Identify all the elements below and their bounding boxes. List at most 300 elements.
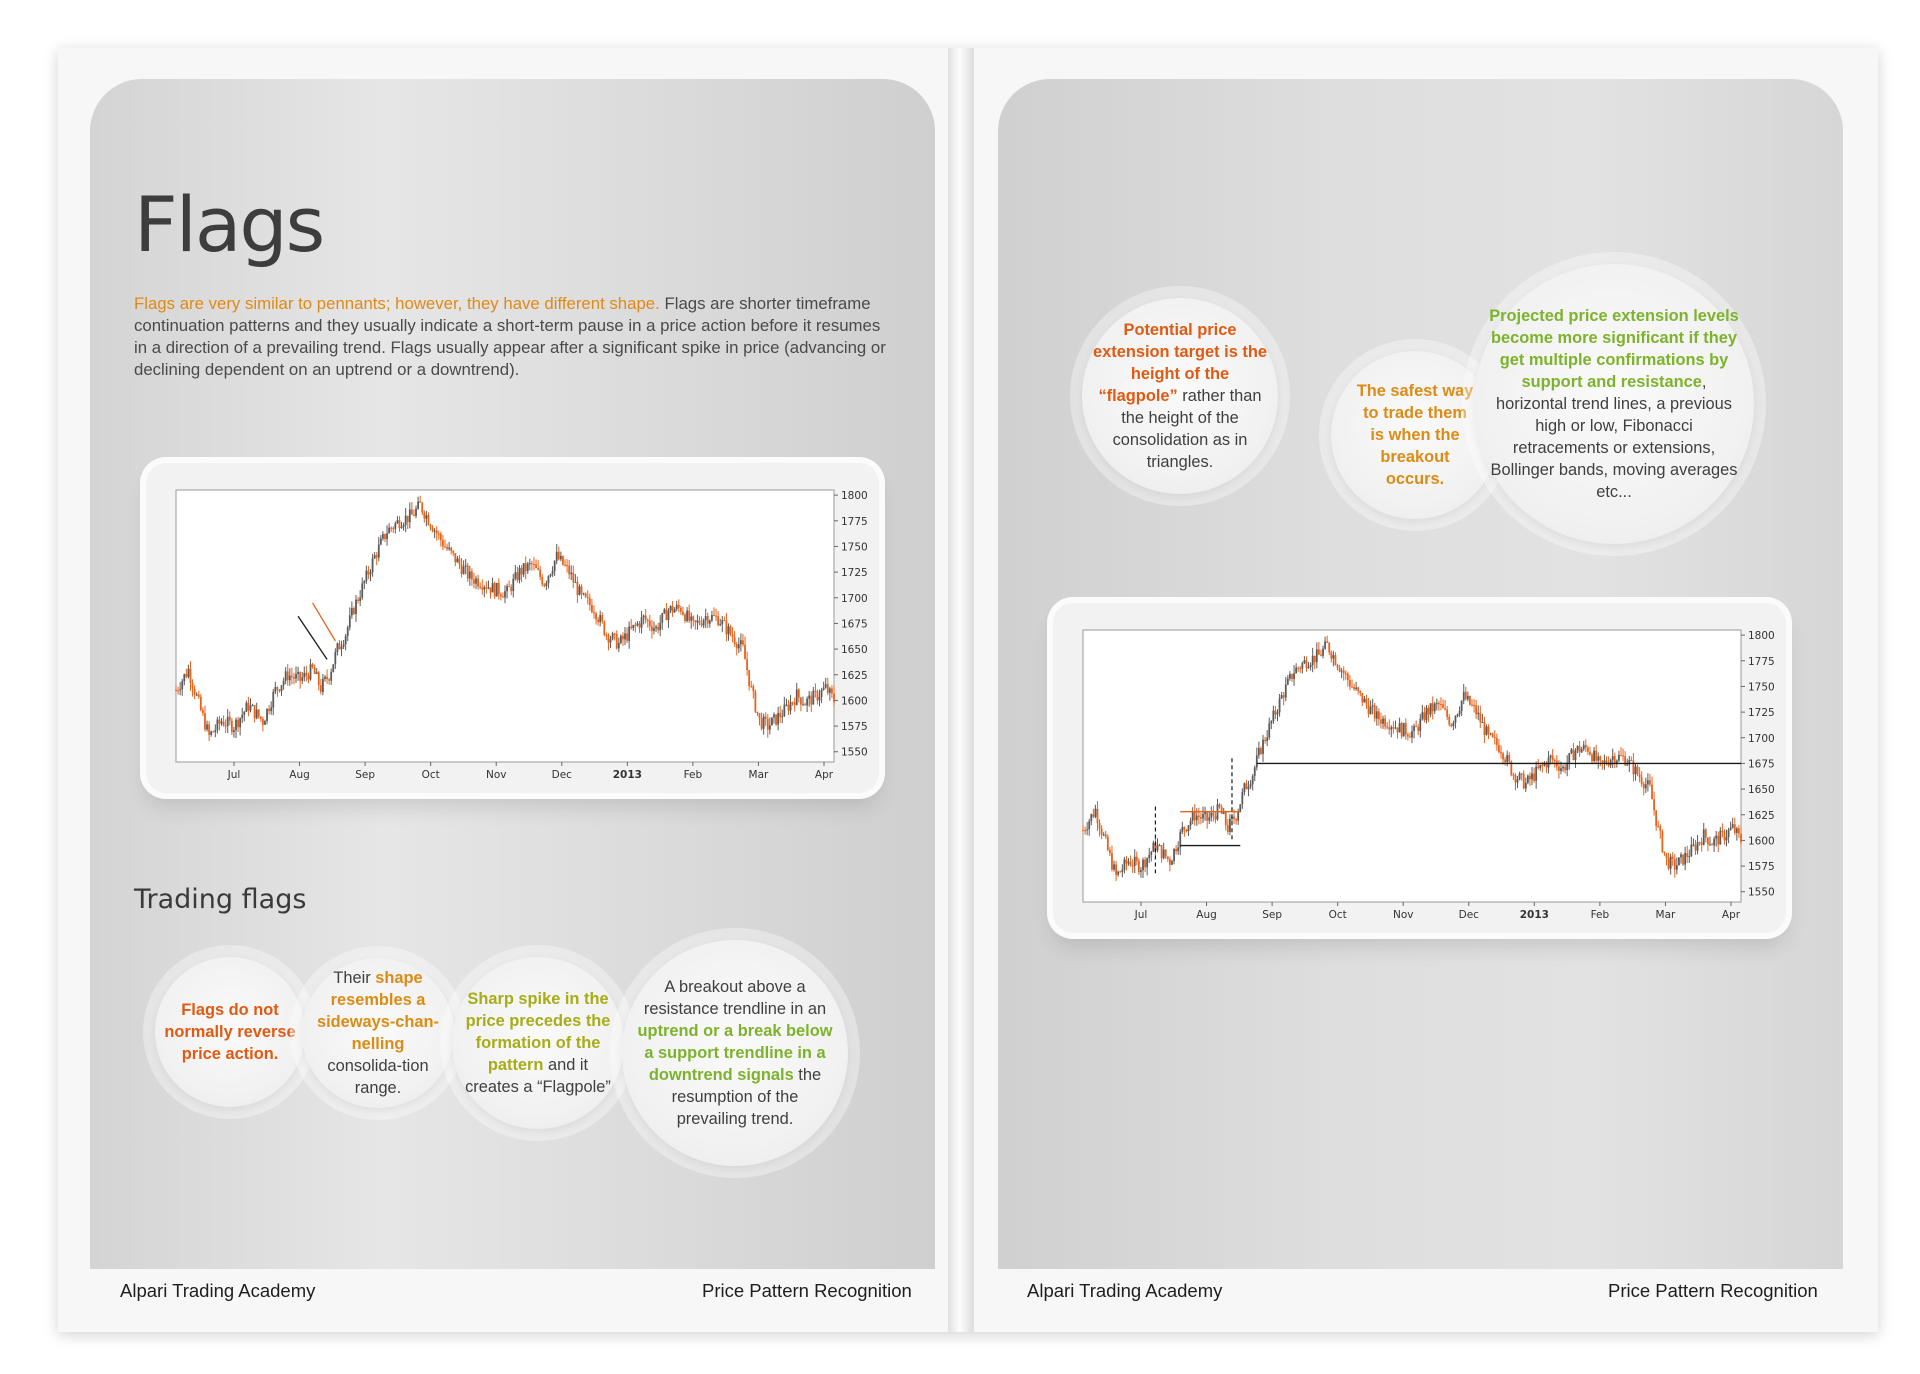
candle-body [761,718,763,729]
candle-body [1409,737,1411,738]
candle-body [283,681,285,686]
candle-body [825,684,827,687]
bubble-shape [302,958,454,1108]
candle-body [1732,824,1734,827]
candle-body [581,587,583,594]
candle-body [380,539,382,545]
candle-body [742,640,744,644]
candle-body [808,696,810,699]
candle-body [1163,850,1165,859]
candle-body [1459,711,1461,714]
flag-chart-right [1053,603,1786,933]
candle-body [699,621,701,624]
candle-body [1434,704,1436,712]
candle-body [1136,857,1138,861]
candle-body [1707,838,1709,845]
candle-body [459,559,461,565]
candle-body [624,634,626,640]
bubble-flagpole-t1: Sharp spike in the price precedes the formation of the pattern [465,990,611,1074]
candle-body [1678,857,1680,865]
y-tick-label: 1550 [1748,886,1775,899]
candle-body [1496,738,1498,745]
candle-body [1593,751,1595,761]
candle-body [384,534,386,539]
candle-body [475,579,477,584]
candle-body [1492,733,1494,736]
candle-body [372,558,374,572]
candle-body [1684,853,1686,865]
candle-body [726,621,728,635]
candle-body [328,679,330,680]
candle-body [1345,673,1347,674]
candle-body [1686,853,1688,857]
candle-body [614,633,616,634]
x-tick-label: Aug [289,769,310,781]
candle-body [305,673,307,676]
candle-body [765,717,767,719]
candle-body [190,669,192,683]
candle-body [1121,870,1123,872]
candle-body [1378,711,1380,719]
candle-body [763,717,765,729]
y-tick-label: 1675 [1748,758,1775,771]
candle-body [1419,719,1421,731]
candle-body [736,644,738,648]
candle-body [1109,850,1111,853]
bubble-shape-t3: consolida-tion range. [327,1057,429,1097]
candle-body [444,547,446,548]
candle-body [620,636,622,643]
candle-body [223,722,225,726]
candle-body [1428,708,1430,715]
candle-body [1515,775,1517,782]
candle-body [181,681,183,689]
y-tick-label: 1625 [1748,809,1775,822]
candle-body [738,644,740,648]
candle-body [1471,705,1473,706]
y-tick-label: 1700 [1748,732,1775,745]
candle-body [1169,859,1171,865]
candle-body [1090,814,1092,821]
candle-body [500,595,502,597]
candle-body [1494,737,1496,738]
candle-body [757,712,759,713]
candle-body [1672,857,1674,859]
candle-body [1322,649,1324,656]
candle-body [1368,704,1370,713]
candle-body [1376,711,1378,718]
candle-body [1165,850,1167,857]
candle-body [1382,719,1384,724]
candle-body [1630,760,1632,761]
candle-body [1105,835,1107,837]
candle-body [626,634,628,641]
candle-body [264,721,266,725]
candle-body [233,730,235,732]
candle-body [1531,774,1533,780]
candle-body [717,616,719,625]
candle-body [1123,860,1125,870]
candle-body [754,691,756,712]
candle-body [752,686,754,691]
candle-body [829,688,831,692]
candle-body [1587,748,1589,752]
candle-body [488,587,490,588]
candle-body [1266,738,1268,741]
candle-body [1272,711,1274,722]
candle-body [1589,752,1591,755]
candle-body [1612,756,1614,760]
candle-body [1682,854,1684,864]
candle-body [436,531,438,534]
candle-body [574,582,576,583]
candle-body [593,612,595,613]
candle-body [525,563,527,571]
candle-body [1355,688,1357,690]
candle-body [579,587,581,595]
candle-body [1637,766,1639,774]
candle-body [1281,695,1283,698]
x-tick-label: Oct [421,769,440,781]
candle-body [1142,860,1144,870]
candle-body [1450,725,1452,727]
candle-body [1397,727,1399,732]
candle-body [281,685,283,691]
candle-body [256,710,258,719]
candle-body [1583,745,1585,749]
candle-body [1202,814,1204,818]
candle-body [231,721,233,732]
candle-body [1289,674,1291,679]
candle-body [537,568,539,569]
bubble-shape-t1: Their [333,969,376,987]
candle-body [1533,774,1535,781]
candle-body [1320,655,1322,656]
candle-body [1481,722,1483,723]
candle-body [1535,767,1537,781]
y-tick-label: 1550 [841,746,868,759]
candle-body [235,720,237,730]
x-tick-label: Dec [1458,909,1479,921]
candle-body [1415,726,1417,727]
candle-body [1740,834,1742,843]
candle-body [792,702,794,703]
candle-body [1173,849,1175,861]
x-tick-label: Sep [355,769,376,781]
candle-body [390,528,392,529]
candle-body [622,636,624,640]
y-tick-label: 1650 [841,644,868,657]
candle-body [225,726,227,727]
candle-body [1440,704,1442,705]
candle-body [274,687,276,692]
candle-body [1353,687,1355,689]
candle-body [368,571,370,575]
footer-right-section: Price Pattern Recognition [1608,1280,1818,1301]
candle-body [1221,807,1223,814]
candle-body [347,627,349,636]
candle-body [1146,858,1148,867]
y-tick-label: 1650 [1748,784,1775,797]
candle-body [1258,748,1260,755]
candle-body [1597,756,1599,760]
x-tick-label: Feb [1590,909,1610,921]
candle-body [423,512,425,518]
candle-body [1328,643,1330,653]
candle-body [1250,784,1252,786]
candle-body [605,635,607,636]
candle-body [428,515,430,525]
candle-body [1395,727,1397,728]
candle-body [1119,872,1121,873]
candle-body [1713,839,1715,846]
candle-body [674,609,676,612]
candle-body [1469,696,1471,705]
candle-body [1186,830,1188,831]
candle-body [1426,708,1428,720]
candle-body [252,705,254,706]
candle-body [279,690,281,691]
candle-body [639,623,641,627]
candle-body [1599,756,1601,760]
candle-body [1635,766,1637,774]
candle-body [1140,870,1142,872]
candle-body [1490,733,1492,734]
candle-body [1641,777,1643,784]
candle-body [320,685,322,692]
candle-body [643,616,645,618]
candle-body [1413,726,1415,731]
candle-body [243,712,245,715]
candle-body [705,616,707,620]
candle-body [334,652,336,664]
candle-body [1148,855,1150,858]
candle-body [1670,857,1672,869]
candle-body [1392,727,1394,728]
footer-left-section: Price Pattern Recognition [702,1280,912,1301]
candle-body [1645,784,1647,788]
candle-body [341,647,343,649]
candle-body [289,676,291,681]
candle-body [479,587,481,588]
candle-body [245,703,247,712]
candle-body [533,564,535,565]
candle-body [701,624,703,626]
page-title: Flags [134,180,324,269]
candle-body [550,574,552,576]
candle-body [1622,756,1624,757]
candle-body [1088,821,1090,829]
candle-body [521,568,523,575]
candle-body [1366,699,1368,705]
candle-body [1432,703,1434,711]
candle-body [723,620,725,621]
candle-body [759,713,761,718]
candle-body [477,579,479,587]
bubble-projected-levels [1474,264,1754,544]
candle-body [651,626,653,630]
candle-body [711,615,713,620]
candle-body [260,717,262,719]
candle-body [1254,767,1256,776]
candle-body [1438,703,1440,704]
candle-body [438,533,440,534]
candle-body [512,579,514,591]
candle-body [572,573,574,582]
candle-body [1572,749,1574,760]
candle-body [715,616,717,617]
candle-body [221,722,223,724]
candle-body [583,593,585,594]
candle-body [254,705,256,718]
bubble-projected-t1: Projected price extension levels become more significant if they get multiple confirmations by support and resistance [1489,307,1739,391]
candle-body [577,582,579,595]
candle-body [1177,847,1179,851]
candle-body [1252,776,1254,784]
candle-body [467,565,469,578]
candle-body [676,605,678,609]
bubble-flagpole-t2: and it creates a “Flagpole” [465,1056,611,1096]
candle-body [1506,755,1508,762]
candle-body [1380,719,1382,723]
candle-body [777,713,779,725]
candle-body [1188,825,1190,831]
candle-body [1653,799,1655,810]
candle-body [823,688,825,690]
candle-body [1657,826,1659,827]
candle-body [591,605,593,612]
candle-body [796,689,798,704]
candle-body [1210,813,1212,818]
candle-body [409,509,411,522]
candle-body [1604,761,1606,763]
candle-body [481,587,483,589]
candle-body [454,553,456,562]
candle-body [287,671,289,680]
candle-body [1194,811,1196,820]
flag-chart-left [146,463,879,793]
candle-body [1364,699,1366,703]
intro-highlight: Flags are very similar to pennants; however, they have different shape. [134,294,660,313]
candle-body [587,597,589,598]
candle-body [1457,714,1459,716]
candle-body [1332,655,1334,658]
candle-body [303,673,305,678]
candle-body [1339,668,1341,672]
candle-body [1655,810,1657,826]
candle-body [322,679,324,692]
candle-body [1388,727,1390,729]
candle-body [1361,693,1363,702]
candle-body [1475,705,1477,714]
plot-area [1083,630,1741,902]
candle-body [775,714,777,724]
candle-body [1525,783,1527,789]
candle-body [1699,842,1701,843]
candle-body [1190,821,1192,826]
candle-body [494,583,496,596]
y-tick-label: 1575 [1748,861,1775,874]
candle-body [202,710,204,713]
candle-body [612,633,614,639]
candle-body [1639,774,1641,777]
candle-body [204,713,206,729]
candle-body [1690,845,1692,857]
candle-body [1287,679,1289,685]
candle-body [419,502,421,503]
candle-body [810,696,812,705]
candle-body [177,690,179,691]
candle-body [413,515,415,516]
candle-body [1736,828,1738,832]
candle-body [365,571,367,582]
candle-body [1084,830,1086,831]
candle-body [1167,857,1169,859]
candle-body [1676,865,1678,869]
candle-body [1424,712,1426,720]
candle-body [548,576,550,583]
candle-body [827,684,829,693]
candle-body [1235,819,1237,820]
candle-body [1579,746,1581,752]
candle-body [237,720,239,728]
x-tick-label: Nov [485,769,507,781]
candle-body [411,509,413,514]
candle-body [1527,776,1529,783]
candle-body [308,676,310,680]
y-tick-label: 1600 [1748,835,1775,848]
candle-body [1498,745,1500,752]
candle-body [452,551,454,553]
candle-body [336,643,338,652]
candle-body [1661,831,1663,852]
candle-body [1548,757,1550,767]
candle-body [1554,760,1556,761]
candle-body [1688,856,1690,857]
candle-body [781,716,783,717]
candle-body [324,677,326,679]
candle-body [1175,849,1177,851]
candle-body [1711,844,1713,845]
candle-body [1198,816,1200,817]
candle-body [1502,753,1504,759]
candle-body [1082,830,1084,831]
candle-body [812,691,814,705]
candle-body [1359,691,1361,693]
candle-body [183,674,185,681]
candle-body [1697,842,1699,850]
candle-body [1442,704,1444,708]
bubble-no-reversal-text: Flags do not normally reverse price action. [164,1001,296,1063]
candle-body [568,565,570,574]
candle-body [1215,816,1217,820]
candle-body [1196,816,1198,821]
candle-body [1171,861,1173,865]
bubble-no-reversal [155,957,305,1107]
candle-body [1086,829,1088,830]
candle-body [206,724,208,729]
candle-body [637,623,639,625]
candle-body [268,709,270,711]
candle-body [192,683,194,689]
bubble-safest-way-text: The safest way to trade them is when the breakout occurs. [1356,382,1474,488]
candle-body [556,552,558,561]
candle-body [1709,844,1711,845]
candle-body [502,597,504,598]
bubble-breakout-t3: the resumption of the prevailing trend. [671,1066,822,1128]
candle-body [597,619,599,622]
candle-body [1726,837,1728,841]
